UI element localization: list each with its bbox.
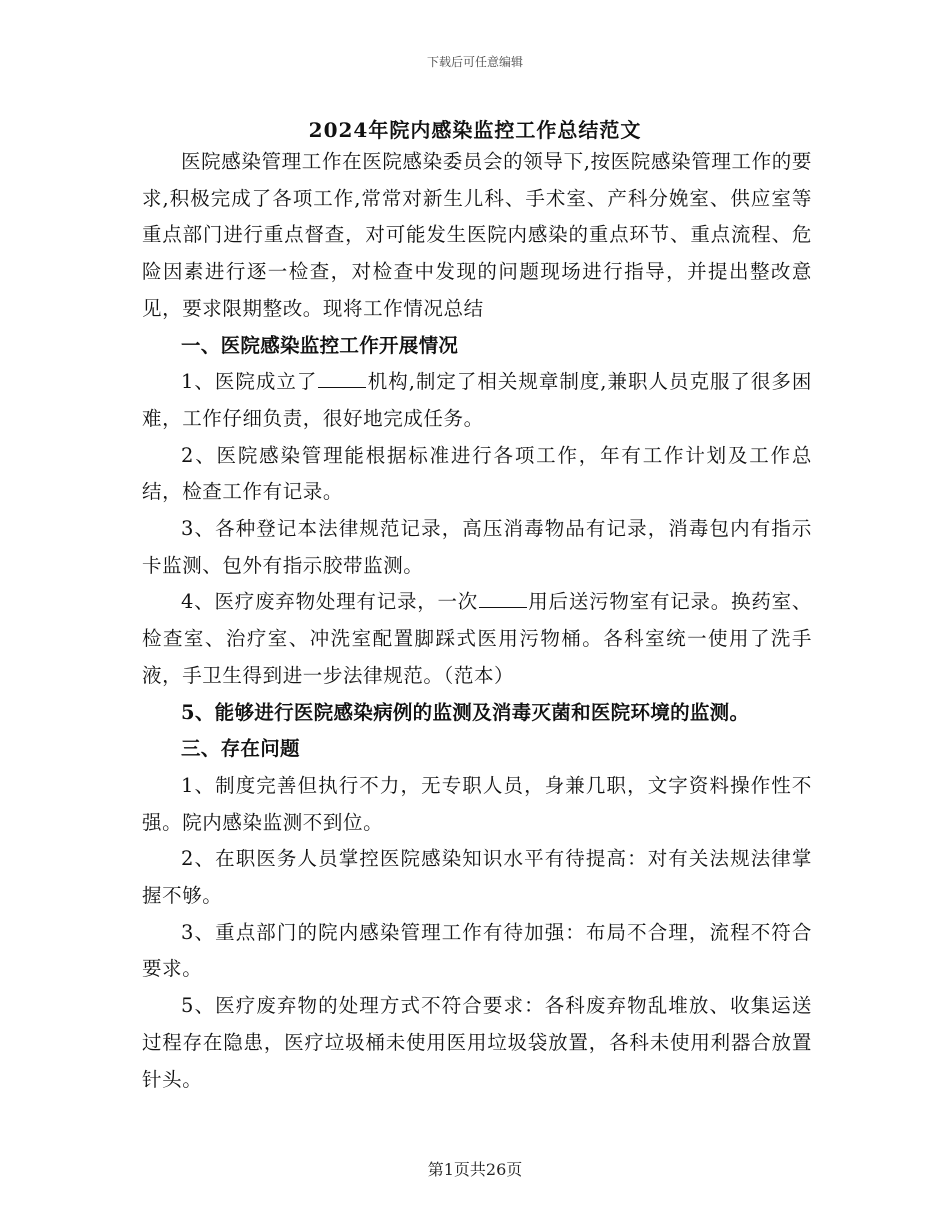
document-title: 2024年院内感染监控工作总结范文 [308,118,642,142]
list-item: 2、医院感染管理能根据标准进行各项工作，年有工作计划及工作总结，检查工作有记录。 [142,443,812,504]
list-item [142,364,812,437]
list-item: 3、各种登记本法律规范记录，高压消毒物品有记录，消毒包内有指示卡监测、包外有指示胶带监测。 [142,517,812,577]
section-heading-problems: 三、存在问题 [181,737,300,761]
item-text: 机构,制定了相关规章制度,兼职人员克服了很多困难，工作仔细负责，很好地完成任务。 [142,370,813,430]
list-item: 5、医疗废弃物的处理方式不符合要求：各科废弃物乱堆放、收集运送过程存在隐患，医疗垃圾桶未使用医用垃圾袋放置，各科未使用利器合放置针头。 [142,994,812,1091]
list-item [142,584,812,694]
intro-paragraph: 医院感染管理工作在医院感染委员会的领导下,按医院感染管理工作的要求,积极完成了各项工作,常常对新生儿科、手术室、产科分娩室、供应室等重点部门进行重点督查，对可能发生医院内感染的重点环节、重点流程、危险因素进行逐一检查，对检查中发现的问题现场进行指导，并提出整改意见，要求限期整改。现将工作情况总结 [142,150,812,320]
list-item: 2、在职医务人员掌控医院感染知识水平有待提高：对有关法规法律掌握不够。 [142,847,812,908]
item-text: 1、医院成立了 [181,370,318,394]
item-text: 用后送污物室有记录。换药室、检查室、治疗室、冲洗室配置脚踩式医用污物桶。各科室统一使用了洗手液，手卫生得到进一步法律规范。（范本） [142,590,812,687]
fill-blank [479,589,527,608]
document-body [142,144,812,1098]
list-item-emphasized: 5、能够进行医院感染病例的监测及消毒灭菌和医院环境的监测。 [181,700,750,724]
list-item: 3、重点部门的院内感染管理工作有待加强：布局不合理，流程不符合要求。 [142,920,812,981]
page-number: 第1页共26页 [427,1160,523,1179]
page-header-note: 下载后可任意编辑 [426,55,523,69]
fill-blank [318,369,366,388]
item-text: 4、医疗废弃物处理有记录，一次 [181,590,479,614]
list-item: 1、制度完善但执行不力，无专职人员，身兼几职，文字资料操作性不强。院内感染监测不到位。 [142,773,812,834]
section-heading-monitoring: 一、医院感染监控工作开展情况 [181,333,459,357]
